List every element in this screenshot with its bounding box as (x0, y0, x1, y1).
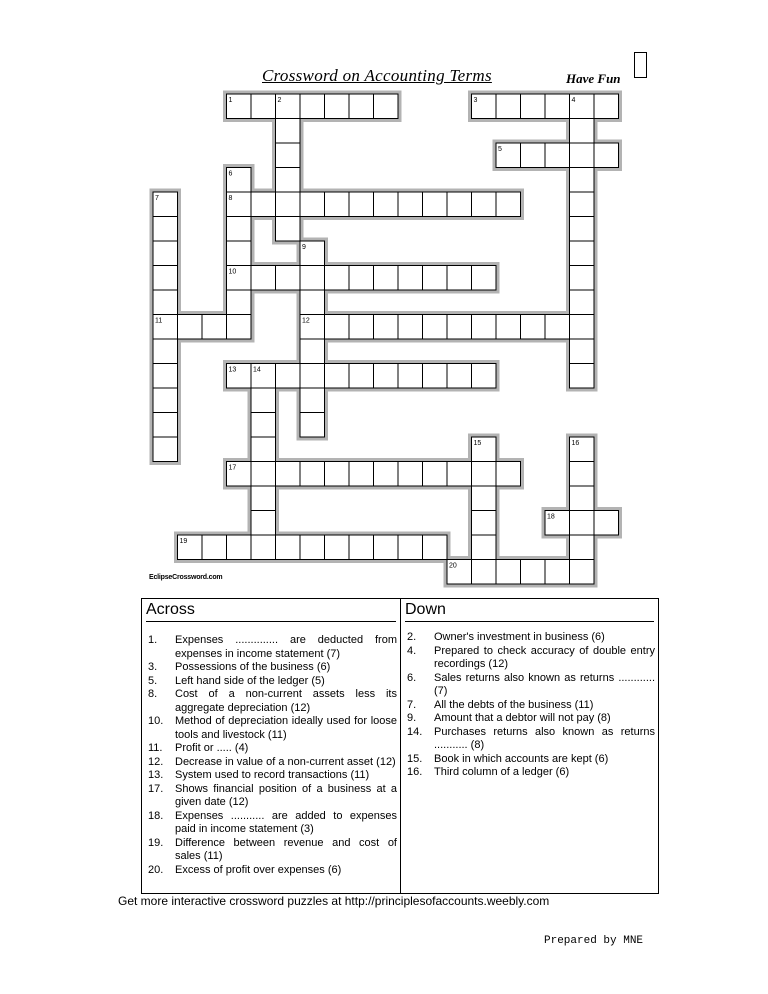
clue-text: Third column of a ledger (6) (434, 766, 570, 778)
clue-number: 6. (407, 671, 417, 684)
clue-across-18 (145, 810, 397, 837)
grid-cell[interactable] (325, 364, 350, 389)
clue-down-2 (404, 631, 655, 645)
grid-cell[interactable] (374, 462, 399, 487)
grid-cell[interactable] (570, 462, 595, 487)
clue-text: Decrease in value of a non-current asset (12) (175, 755, 396, 768)
clue-number: 3. (148, 661, 158, 673)
across-heading: Across (146, 601, 195, 618)
footer-link[interactable]: Get more interactive crossword puzzles at http://principlesofaccounts.weebly.com (118, 894, 550, 908)
grid-cell[interactable] (251, 388, 276, 413)
grid-cell[interactable] (521, 315, 546, 340)
grid-cell[interactable] (570, 486, 595, 511)
down-column (401, 599, 658, 893)
clue-down-14 (404, 726, 655, 753)
grid-cell[interactable] (349, 192, 374, 217)
grid-cell[interactable] (300, 290, 325, 315)
grid-cell[interactable] (227, 241, 252, 266)
grid-cell[interactable] (472, 192, 497, 217)
grid-cell[interactable] (153, 339, 178, 364)
grid-cell[interactable] (227, 315, 252, 340)
eclipse-credit: EclipseCrossword.com (149, 574, 223, 581)
grid-cell[interactable] (276, 217, 301, 242)
grid-clue-number: 12 (302, 317, 310, 325)
grid-cell[interactable] (472, 266, 497, 291)
grid-cell[interactable] (325, 192, 350, 217)
grid-cell[interactable] (521, 143, 546, 168)
grid-cell[interactable] (570, 290, 595, 315)
clue-number: 1. (148, 634, 158, 646)
grid-cell[interactable] (447, 364, 472, 389)
clue-across-3 (145, 661, 397, 675)
grid-cell[interactable] (153, 364, 178, 389)
grid-cell[interactable] (545, 560, 570, 585)
grid-cell[interactable] (202, 535, 227, 560)
clue-down-15 (404, 753, 655, 767)
clue-text: Expenses .............. are deducted from expenses in income statement (7) (175, 634, 397, 660)
grid-cell[interactable] (423, 462, 448, 487)
clue-across-17 (145, 783, 397, 810)
grid-cell[interactable] (472, 315, 497, 340)
grid-cell[interactable] (472, 462, 497, 487)
clue-down-9 (404, 712, 655, 726)
grid-clue-number: 11 (155, 317, 163, 325)
clue-text: Expenses ........... are added to expenses paid in income statement (3) (175, 809, 397, 835)
grid-cell[interactable] (570, 339, 595, 364)
clue-number: 14. (407, 725, 423, 738)
grid-cell[interactable] (300, 462, 325, 487)
clue-text: Cost of a non-current assets less its aggregate depreciation (12) (175, 688, 397, 714)
clue-number: 19. (148, 836, 164, 849)
grid-cell[interactable] (251, 535, 276, 560)
grid-cell[interactable] (349, 315, 374, 340)
grid-clue-number: 18 (547, 513, 555, 521)
clue-across-10 (145, 715, 397, 742)
clue-text: Profit or ..... (4) (175, 742, 249, 754)
grid-cell[interactable] (472, 364, 497, 389)
clue-number: 4. (407, 644, 417, 657)
grid-cell[interactable] (300, 266, 325, 291)
grid-cell[interactable] (300, 192, 325, 217)
grid-cell[interactable] (349, 94, 374, 119)
grid-cell[interactable] (496, 192, 521, 217)
grid-cell[interactable] (447, 462, 472, 487)
clue-number: 16. (407, 766, 423, 778)
across-clue-list (145, 634, 397, 877)
grid-cell[interactable] (227, 290, 252, 315)
prepared-by: Prepared by MNE (544, 935, 644, 947)
grid-clue-number: 17 (228, 464, 237, 472)
grid-cell[interactable] (202, 315, 227, 340)
grid-cell[interactable] (153, 241, 178, 266)
down-heading-rule (405, 621, 654, 622)
clue-across-1 (145, 634, 397, 661)
clue-number: 17. (148, 782, 164, 795)
grid-clue-number: 20 (449, 562, 457, 570)
grid-cell[interactable] (447, 192, 472, 217)
grid-clue-number: 4 (571, 97, 576, 104)
grid-cell[interactable] (374, 364, 399, 389)
grid-cell[interactable] (374, 315, 399, 340)
grid-clue-number: 7 (155, 195, 159, 202)
clue-text: Difference between revenue and cost of sales (11) (175, 836, 397, 862)
clue-text: Possessions of the business (6) (175, 661, 331, 673)
grid-cell[interactable] (545, 315, 570, 340)
grid-cell[interactable] (251, 266, 276, 291)
grid-clue-number: 16 (571, 440, 580, 447)
grid-cell[interactable] (447, 315, 472, 340)
clue-down-7 (404, 699, 655, 713)
grid-cell[interactable] (594, 143, 619, 168)
grid-clue-number: 13 (228, 366, 237, 374)
grid-cell[interactable] (300, 339, 325, 364)
grid-clue-number: 8 (228, 195, 233, 202)
grid-cell[interactable] (178, 315, 203, 340)
grid-cell[interactable] (570, 168, 595, 193)
grid-cell[interactable] (545, 143, 570, 168)
clue-across-12 (145, 756, 397, 770)
clue-text: System used to record transactions (11) (175, 769, 370, 781)
grid-cell[interactable] (300, 413, 325, 438)
clue-number: 11. (148, 742, 163, 754)
clue-text: Book in which accounts are kept (6) (434, 752, 609, 765)
grid-cell[interactable] (570, 266, 595, 291)
grid-cell[interactable] (472, 560, 497, 585)
grid-cell[interactable] (496, 560, 521, 585)
clue-down-4 (404, 645, 655, 672)
grid-cell[interactable] (251, 511, 276, 536)
grid-cell[interactable] (570, 241, 595, 266)
grid-cell[interactable] (594, 511, 619, 536)
grid-cell[interactable] (276, 168, 301, 193)
grid-cell[interactable] (227, 535, 252, 560)
grid-cell[interactable] (398, 462, 423, 487)
clue-across-20 (145, 864, 397, 878)
grid-cell[interactable] (251, 486, 276, 511)
grid-cell[interactable] (276, 266, 301, 291)
clue-across-19 (145, 837, 397, 864)
grid-cell[interactable] (496, 315, 521, 340)
grid-cell[interactable] (423, 192, 448, 217)
clue-number: 5. (148, 674, 158, 687)
clue-number: 7. (407, 698, 417, 711)
grid-cell[interactable] (472, 486, 497, 511)
grid-cell[interactable] (300, 535, 325, 560)
grid-cell[interactable] (276, 535, 301, 560)
grid-cell[interactable] (398, 535, 423, 560)
grid-cell[interactable] (423, 266, 448, 291)
grid-cell[interactable] (325, 266, 350, 291)
grid-cell[interactable] (570, 217, 595, 242)
clue-text: All the debts of the business (11) (434, 698, 594, 711)
grid-cell[interactable] (251, 437, 276, 462)
grid-cell[interactable] (251, 462, 276, 487)
grid-cell[interactable] (423, 535, 448, 560)
grid-cell[interactable] (251, 413, 276, 438)
clue-across-13 (145, 769, 397, 783)
grid-clue-number: 5 (498, 146, 502, 153)
grid-cell[interactable] (570, 364, 595, 389)
grid-cell[interactable] (570, 119, 595, 144)
clue-number: 10. (148, 715, 164, 727)
grid-cell[interactable] (153, 217, 178, 242)
clue-number: 20. (148, 863, 164, 876)
grid-clue-number: 3 (473, 97, 478, 104)
grid-cell[interactable] (349, 535, 374, 560)
grid-cell[interactable] (496, 462, 521, 487)
grid-cell[interactable] (472, 535, 497, 560)
clue-number: 15. (407, 752, 423, 765)
grid-clue-number: 2 (277, 97, 282, 104)
clue-text: Left hand side of the ledger (5) (175, 674, 325, 687)
grid-cell[interactable] (545, 94, 570, 119)
clue-number: 2. (407, 631, 417, 643)
grid-cell[interactable] (570, 511, 595, 536)
clue-number: 8. (148, 688, 158, 700)
grid-cell[interactable] (594, 94, 619, 119)
grid-cell[interactable] (374, 94, 399, 119)
page-title: Crossword on Accounting Terms (262, 66, 492, 85)
grid-cell[interactable] (570, 143, 595, 168)
grid-cell[interactable] (374, 535, 399, 560)
grid-clue-number: 19 (179, 538, 188, 545)
grid-cell[interactable] (325, 462, 350, 487)
grid-cell[interactable] (423, 315, 448, 340)
grid-cell[interactable] (325, 94, 350, 119)
grid-cell[interactable] (398, 315, 423, 340)
grid-clue-number: 6 (228, 170, 233, 178)
grid-cell[interactable] (276, 119, 301, 144)
grid-cell[interactable] (276, 192, 301, 217)
clue-text: Method of depreciation ideally used for loose tools and livestock (11) (175, 715, 397, 741)
clue-text: Excess of profit over expenses (6) (175, 863, 342, 876)
clue-text: Purchases returns also known as returns ........... (8) (434, 725, 655, 751)
grid-cell[interactable] (227, 217, 252, 242)
across-column (142, 599, 401, 893)
grid-cell[interactable] (251, 94, 276, 119)
grid-clue-number: 9 (302, 244, 306, 251)
clue-text: Shows financial position of a business at a given date (12) (175, 782, 397, 808)
clue-across-8 (145, 688, 397, 715)
across-heading-rule (146, 621, 396, 622)
grid-cell[interactable] (398, 192, 423, 217)
down-heading: Down (405, 601, 446, 618)
clue-across-5 (145, 675, 397, 689)
grid-cell[interactable] (423, 364, 448, 389)
grid-cell[interactable] (325, 535, 350, 560)
clue-text: Owner's investment in business (6) (434, 631, 605, 643)
clue-number: 12. (148, 755, 164, 768)
grid-cell[interactable] (570, 192, 595, 217)
grid-cell[interactable] (398, 266, 423, 291)
grid-cell[interactable] (374, 266, 399, 291)
grid-cell[interactable] (153, 413, 178, 438)
grid-cell[interactable] (153, 266, 178, 291)
grid-cell[interactable] (349, 266, 374, 291)
grid-cell[interactable] (398, 364, 423, 389)
have-fun-tagline: Have Fun (566, 71, 621, 86)
grid-cell[interactable] (276, 462, 301, 487)
grid-cell[interactable] (521, 560, 546, 585)
grid-cell[interactable] (300, 94, 325, 119)
grid-cell[interactable] (374, 192, 399, 217)
clue-text: Amount that a debtor will not pay (8) (434, 712, 611, 724)
grid-cell[interactable] (570, 560, 595, 585)
grid-cell[interactable] (276, 364, 301, 389)
grid-cell[interactable] (251, 192, 276, 217)
clue-text: Sales returns also known as returns ............ (7) (434, 671, 655, 697)
grid-cell[interactable] (300, 388, 325, 413)
clue-number: 9. (407, 712, 417, 724)
grid-cell[interactable] (496, 94, 521, 119)
down-clue-list (404, 631, 655, 780)
grid-cell[interactable] (276, 143, 301, 168)
grid-cell[interactable] (570, 535, 595, 560)
grid-cell[interactable] (447, 266, 472, 291)
clue-across-11 (145, 742, 397, 756)
grid-clue-number: 10 (228, 268, 237, 276)
grid-cell[interactable] (153, 437, 178, 462)
grid-cell[interactable] (570, 315, 595, 340)
grid-cell[interactable] (153, 388, 178, 413)
clue-text: Prepared to check accuracy of double entry recordings (12) (434, 644, 655, 670)
grid-cell[interactable] (349, 462, 374, 487)
grid-clue-number: 1 (228, 97, 233, 104)
grid-cell[interactable] (472, 511, 497, 536)
grid-clue-number: 14 (253, 366, 261, 374)
clues-box (141, 598, 659, 894)
grid-cell[interactable] (153, 290, 178, 315)
grid-cell[interactable] (325, 315, 350, 340)
clue-down-16 (404, 766, 655, 780)
grid-cell[interactable] (521, 94, 546, 119)
clue-number: 13. (148, 769, 164, 781)
grid-cell[interactable] (349, 364, 374, 389)
grid-clue-number: 15 (473, 440, 482, 447)
clue-number: 18. (148, 809, 164, 822)
grid-cell[interactable] (300, 364, 325, 389)
clue-down-6 (404, 672, 655, 699)
